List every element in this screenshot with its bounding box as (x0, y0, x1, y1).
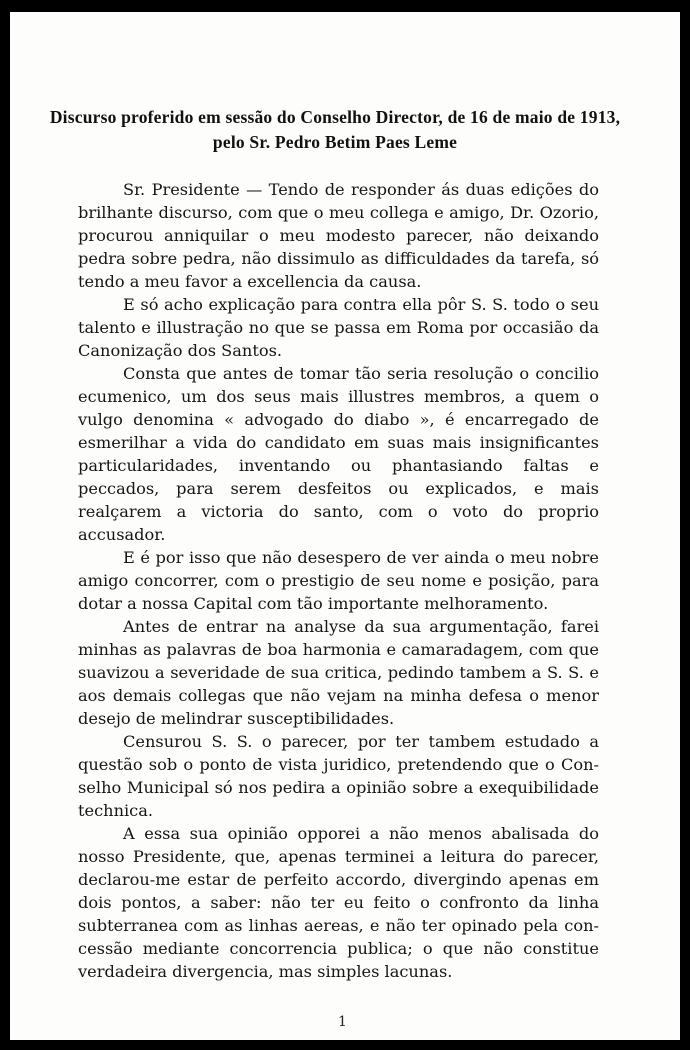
page-number: 1 (338, 1014, 347, 1030)
paragraph: E é por isso que não desespero de ver ainda o meu nobre amigo concorrer, com o prestigio de seu nome e posição, para dotar a nossa Capital com tão importante melhoramento. (78, 548, 599, 613)
paragraph: Antes de entrar na analyse da sua argumentação, farei minhas as palavras de boa harmonia e camaradagem, com que suavizou a severidade de sua critica, pedindo tambem a S. S. e aos demais collegas que não vejam na minha defesa o menor desejo de melindrar susceptibilidades. (78, 617, 599, 728)
paragraph: Consta que antes de tomar tão seria resolução o concilio ecumenico, um dos seus mais illustres membros, a quem o vulgo denomina « advogado do diabo », é encarregado de esmerilhar a vida do candidato em suas mais insignificantes particularidades, inventando ou phantasiando faltas e peccados, para serem desfeitos ou explicados, e mais realçarem a victoria do santo, com o voto do proprio accusador. (78, 364, 599, 544)
paragraph: A essa sua opinião opporei a não menos abalisada do nosso Presidente, que, apenas terminei a leitura do parecer, declarou-me estar de perfeito accordo, divergindo apenas em dois pontos, a saber: não ter eu feito o confronto da linha subterranea com as linhas aereas, e não ter opinado pela concessão mediante concorrencia publica; o que não constitue verdadeira divergencia, mas simples lacunas. (78, 824, 599, 981)
paragraph: Sr. Presidente — Tendo de responder ás duas edições do brilhante discurso, com que o meu collega e amigo, Dr. Ozorio, procurou anniquilar o meu modesto parecer, não deixando pedra sobre pedra, não dissimulo as difficuldades da tarefa, só tendo a meu favor a excellencia da causa. (78, 180, 599, 291)
document-body (78, 178, 599, 983)
document-title: Discurso proferido em sessão do Conselho Director, de 16 de maio de 1913, pelo Sr. Pedro Betim Paes Leme (49, 107, 621, 152)
paragraph: E só acho explicação para contra ella pôr S. S. todo o seu talento e illustração no que se passa em Roma por occasião da Canonização dos Santos. (78, 295, 599, 360)
paragraph: Censurou S. S. o parecer, por ter tambem estudado a questão sob o ponto de vista juridico, pretendendo que o Conselho Municipal só nos pedira a opinião sobre a exequibilidade technica. (78, 732, 599, 820)
